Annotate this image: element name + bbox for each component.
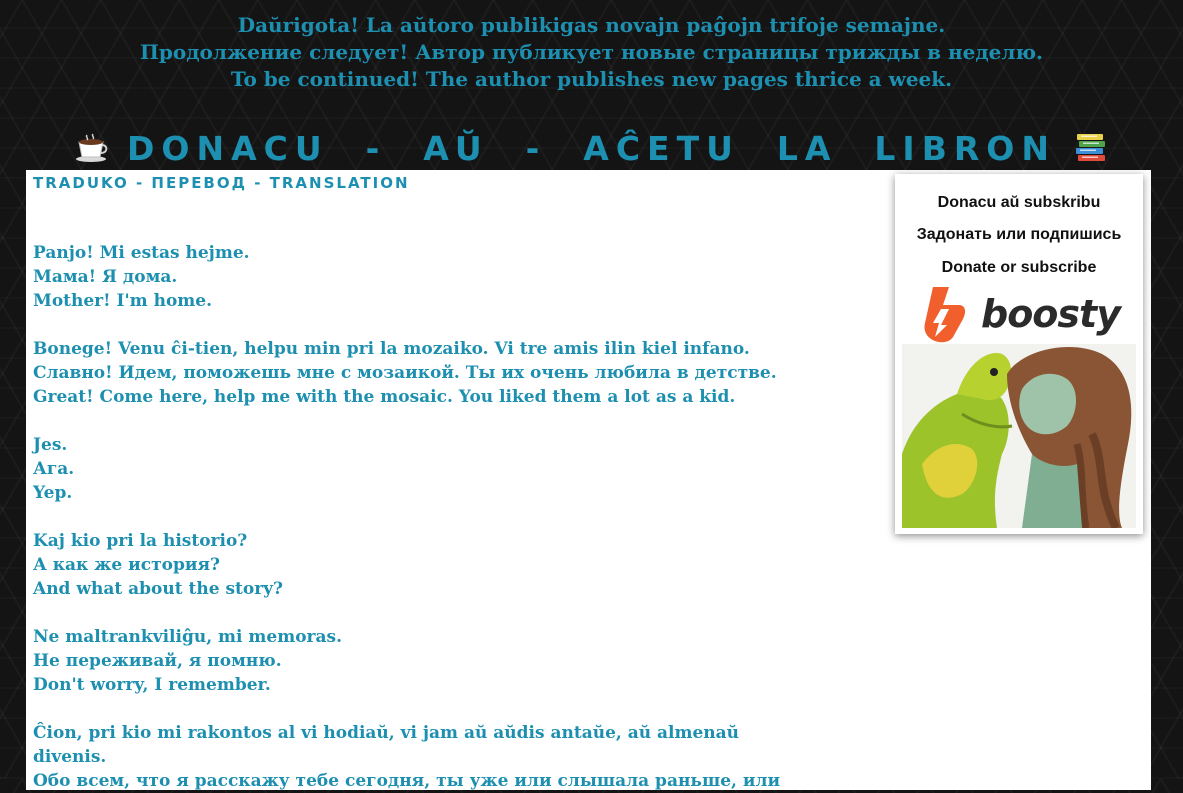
transcript-line [33, 313, 793, 337]
transcript-line: Yep. [33, 483, 73, 503]
promo-text-english: Donate or subscribe [941, 259, 1097, 276]
donate-title: DONACU - AŬ - AĈETU LA LIBRON [127, 128, 1056, 168]
boosty-wordmark: boosty [981, 292, 1120, 336]
notice-english: To be continued! The author publishes new pages thrice a week. [230, 67, 953, 91]
transcript-line: Ĉion, pri kio mi rakontos al vi hodiaŭ, vi jam aŭ aŭdis antaŭe, aŭ almenaŭ divenis. [33, 723, 740, 767]
transcript-line: Mother! I'm home. [33, 291, 213, 311]
transcript-line: Jes. [33, 435, 68, 455]
transcript-line: Мама! Я дома. [33, 267, 178, 287]
transcript-line [33, 505, 793, 529]
transcript-line: Не переживай, я помню. [33, 651, 282, 671]
transcript-line: Славно! Идем, поможешь мне с мозаикой. Ты их очень любила в детстве. [33, 363, 777, 383]
notice-esperanto: Daŭrigota! La aŭtoro publikigas novajn paĝojn trifoje semajne. [237, 13, 946, 37]
transcript-line [33, 697, 793, 721]
transcript-line: Bonege! Venu ĉi-tien, helpu min pri la mozaiko. Vi tre amis ilin kiel infano. [33, 339, 750, 359]
books-stack-icon [1074, 131, 1108, 165]
transcript-line [33, 601, 793, 625]
boosty-logo [919, 284, 1120, 344]
promo-text-russian: Задонать или подпишись [916, 226, 1122, 243]
coffee-cup-icon [75, 131, 109, 165]
notice-russian: Продолжение следует! Автор публикует новые страницы трижды в неделю. [140, 40, 1043, 64]
translation-panel [26, 170, 1151, 790]
transcript-line: Ne maltrankviliĝu, mi memoras. [33, 627, 342, 647]
donate-or-buy-book-link[interactable] [0, 126, 1183, 170]
section-heading: TRADUKO - ПЕРЕВОД - TRANSLATION [33, 174, 410, 192]
transcript-line: Don't worry, I remember. [33, 675, 271, 695]
translation-transcript [33, 241, 793, 793]
illustration-girl-and-dragon [902, 344, 1136, 528]
boosty-bolt-icon [919, 285, 967, 343]
transcript-line [33, 409, 793, 433]
transcript-line: А как же история? [33, 555, 220, 575]
boosty-promo-banner[interactable] [895, 174, 1143, 534]
promo-text-esperanto: Donacu aŭ subskribu [937, 194, 1101, 211]
transcript-line: Kaj kio pri la historio? [33, 531, 248, 551]
transcript-line: Обо всем, что я расскажу тебе сегодня, ты уже или слышала раньше, или [33, 771, 781, 791]
transcript-line: Ага. [33, 459, 75, 479]
transcript-line: And what about the story? [33, 579, 284, 599]
transcript-line: Panjo! Mi estas hejme. [33, 243, 250, 263]
transcript-line: Great! Come here, help me with the mosaic. You liked them a lot as a kid. [33, 387, 736, 407]
continuation-notice [0, 12, 1183, 93]
